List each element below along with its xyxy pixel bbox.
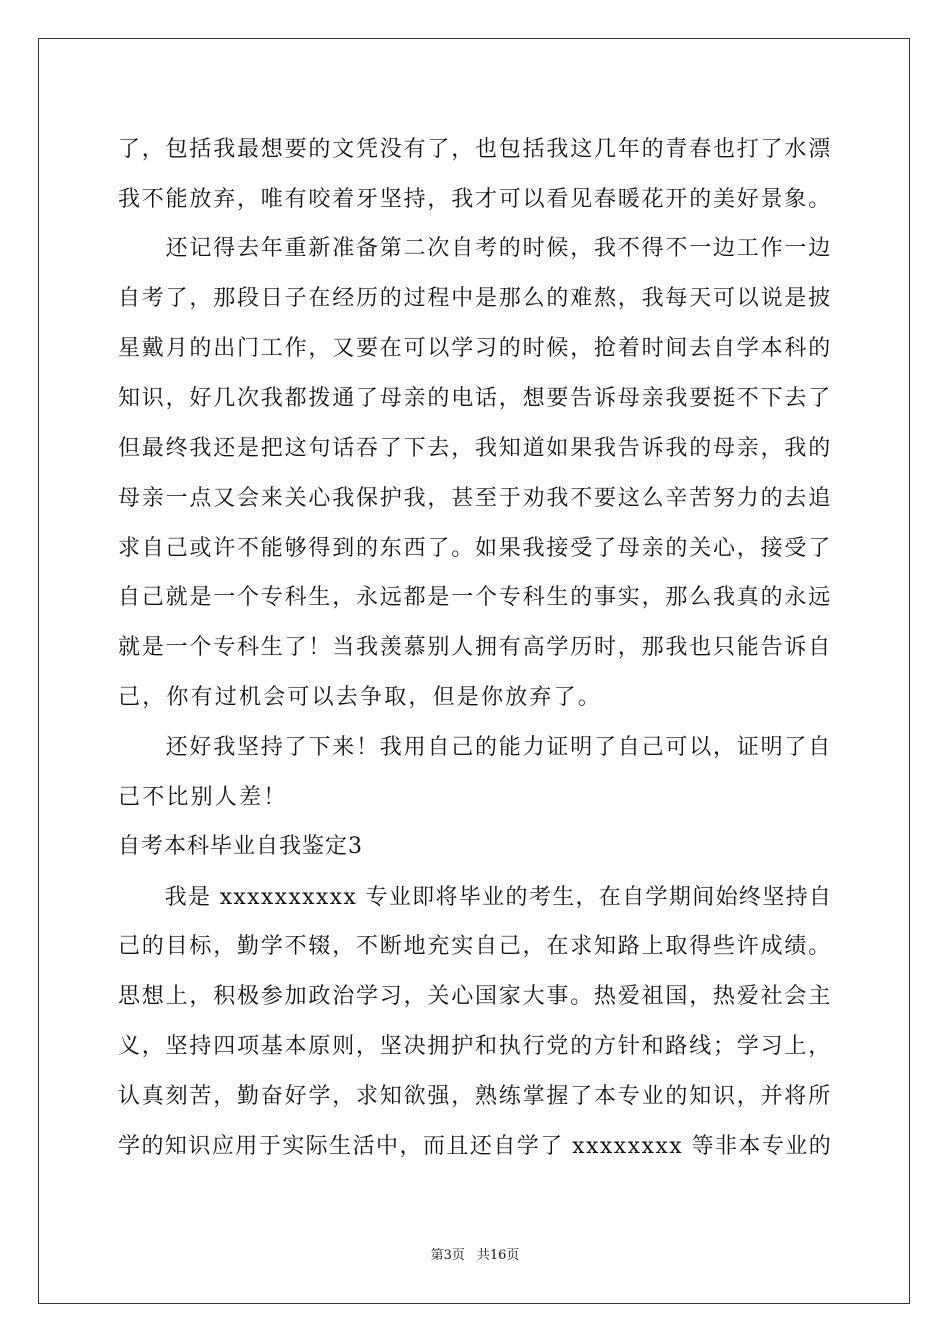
text-line: 还好我坚持了下来！我用自己的能力证明了自己可以，证明了自 — [118, 735, 833, 760]
text-line: 求自己或许不能够得到的东西了。如果我接受了母亲的关心，接受了 — [118, 536, 833, 561]
text-line: 自考了，那段日子在经历的过程中是那么的难熬，我每天可以说是披 — [118, 286, 833, 311]
text-line: 母亲一点又会来关心我保护我，甚至于劝我不要这么辛苦努力的去追 — [118, 486, 833, 511]
text-line: 己不比别人差！ — [118, 785, 288, 810]
text-line: 了，包括我最想要的文凭没有了，也包括我这几年的青春也打了水漂 — [118, 137, 833, 162]
current-page-number: 第3页 — [430, 1248, 465, 1263]
text-line: 星戴月的出门工作，又要在可以学习的时候，抢着时间去自学本科的 — [118, 336, 833, 361]
text-line: 但最终我还是把这句话吞了下去，我知道如果我告诉我的母亲，我的 — [118, 436, 833, 461]
text-line: 就是一个专科生了！当我羡慕别人拥有高学历时，那我也只能告诉自 — [118, 635, 833, 660]
text-line: 己的目标，勤学不辍，不断地充实自己，在求知路上取得些许成绩。 — [118, 934, 833, 959]
text-line: 己，你有过机会可以去争取，但是你放弃了。 — [118, 685, 603, 710]
text-line: 我不能放弃，唯有咬着牙坚持，我才可以看见春暖花开的美好景象。 — [118, 187, 833, 212]
text-line: 知识，好几次我都拨通了母亲的电话，想要告诉母亲我要挺不下去了 — [118, 386, 833, 411]
text-line: 自己就是一个专科生，永远都是一个专科生的事实，那么我真的永远 — [118, 585, 833, 610]
text-line: 学的知识应用于实际生活中，而且还自学了 xxxxxxxx 等非本专业的 — [118, 1134, 833, 1159]
section-heading: 自考本科毕业自我鉴定3 — [118, 834, 363, 859]
text-line: 认真刻苦，勤奋好学，求知欲强，熟练掌握了本专业的知识，并将所 — [118, 1084, 833, 1109]
text-line: 我是 xxxxxxxxxx 专业即将毕业的考生，在自学期间始终坚持自 — [118, 885, 833, 910]
text-line: 义，坚持四项基本原则，坚决拥护和执行党的方针和路线；学习上， — [118, 1034, 833, 1059]
page-border — [38, 38, 910, 1304]
text-line: 还记得去年重新准备第二次自考的时候，我不得不一边工作一边 — [118, 236, 833, 261]
total-pages: 共16页 — [476, 1248, 520, 1263]
page-footer — [0, 1248, 950, 1264]
text-line: 思想上，积极参加政治学习，关心国家大事。热爱祖国，热爱社会主 — [118, 984, 833, 1009]
